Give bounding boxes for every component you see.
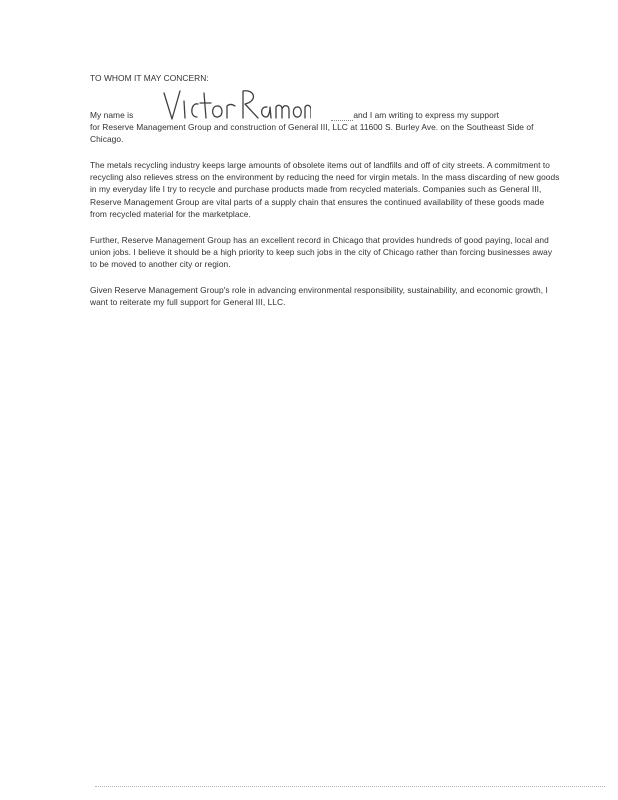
salutation: TO WHOM IT MAY CONCERN:: [90, 73, 209, 83]
name-underline: [331, 120, 353, 121]
paragraph-jobs: Further, Reserve Management Group has an excellent record in Chicago that provides hundreds of good paying, local and union jobs. I believe it should be a high priority to keep such jobs in the city of Chicago rather than forcing businesses away to be moved to another city or region.: [90, 234, 553, 269]
signature-graphic: [161, 83, 311, 123]
intro-text-continued: for Reserve Management Group and construction of General III, LLC at 11600 S. Burley Ave. on the Southeast Side of Chicago.: [90, 122, 534, 145]
paragraph-recycling: The metals recycling industry keeps large amounts of obsolete items out of landfills and off of city streets. A commitment to recycling also relieves stress on the environment by reducing the need for virgin metals. In the mass discarding of new goods in my everyday life I try to recycle and purchase products made from recycled materials. Companies such as General III, Reserve Management Group are vital parts of a supply chain that ensures the continued availability of these goods made from recycled material for the marketplace.: [90, 160, 560, 219]
intro-text-after-name: and I am writing to express my support: [353, 110, 500, 120]
handwritten-name-signature: [161, 91, 351, 125]
paragraph-intro: [90, 101, 560, 145]
paragraph-support: Given Reserve Management Group's role in advancing environmental responsibility, sustainability, and economic growth, I want to reiterate my full support for General III, LLC.: [90, 285, 548, 308]
footer-scan-artifact: [95, 786, 605, 790]
intro-text: My name is: [90, 110, 134, 120]
letter-body: [90, 72, 560, 322]
